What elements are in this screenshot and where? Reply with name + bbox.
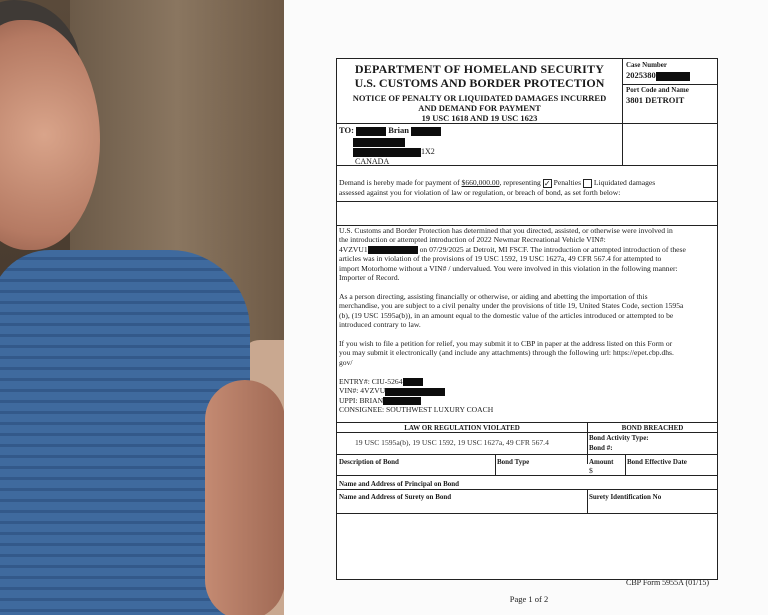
- amount-symbol: $: [589, 466, 593, 475]
- address-line1: [353, 137, 405, 147]
- page-number: Page 1 of 2: [509, 594, 549, 604]
- notice-title-line1: NOTICE OF PENALTY OR LIQUIDATED DAMAGES INCURRED: [352, 93, 607, 103]
- bond-type-label: Bond Type: [497, 458, 530, 466]
- redaction: [411, 127, 441, 136]
- address-line2: 1X2: [353, 147, 435, 157]
- redaction: [356, 127, 386, 136]
- notice-title-line2: AND DEMAND FOR PAYMENT: [418, 103, 541, 113]
- bond-number-label: Bond #:: [589, 444, 613, 452]
- demand-section: Demand is hereby made for payment of $660,000.00, representing ✓ Penalties Liquidated damages assessed against you for violation of law or regulation, or breach of bond, as set forth below:: [339, 178, 656, 197]
- liability-paragraph: As a person directing, assisting financially or otherwise, or aiding and abetting the importation of this merchandise, you are subject to a civil penalty under the provisions of title 19, United States Code, section 1595a (b), (19 USC 1595a(b)), in an amount equal to the domestic value of the articles introduced or attempted to be introduced contrary to law.: [339, 292, 684, 330]
- photo-person-arm: [205, 380, 284, 615]
- amount-label: Amount: [589, 458, 614, 466]
- entry-details: ENTRY#: CIU-5264 VIN#: 4VZVU UPPI: BRIAN CONSIGNEE: SOUTHWEST LUXURY COACH: [339, 377, 494, 415]
- redaction: [656, 72, 690, 81]
- bond-effective-date-label: Bond Effective Date: [627, 458, 687, 466]
- principal-label: Name and Address of Principal on Bond: [339, 480, 460, 488]
- case-number-value: 2025380: [626, 70, 690, 81]
- port-label: Port Code and Name: [626, 86, 689, 94]
- liquidated-checkbox: [583, 179, 592, 188]
- demand-amount: $660,000.00: [461, 178, 500, 187]
- description-of-bond-label: Description of Bond: [339, 458, 399, 466]
- form-identifier: CBP Form 5955A (01/15): [626, 578, 710, 587]
- address-country: CANADA: [355, 157, 390, 166]
- dept-title: DEPARTMENT OF HOMELAND SECURITY: [354, 62, 605, 76]
- petition-paragraph: If you wish to file a petition for relief, you may submit it to CBP in paper at the address listed on this Form or you may submit it electronically (and include any attachments) through the following url: https://epet.cbp.dhs. gov/: [339, 339, 674, 367]
- case-number-label: Case Number: [626, 61, 668, 69]
- port-value: 3801 DETROIT: [626, 95, 685, 105]
- bond-activity-label: Bond Activity Type:: [589, 434, 649, 442]
- bond-header: BOND BREACHED: [621, 424, 684, 432]
- background-photo: [0, 0, 284, 615]
- surety-id-label: Surety Identification No: [589, 493, 662, 501]
- agency-title: U.S. CUSTOMS AND BORDER PROTECTION: [354, 76, 605, 90]
- notice-title-line3: 19 USC 1618 AND 19 USC 1623: [421, 113, 538, 123]
- law-header: LAW OR REGULATION VIOLATED: [404, 424, 520, 432]
- to-label: TO: Brian: [339, 125, 441, 136]
- penalties-checkbox: ✓: [543, 178, 551, 188]
- penalty-notice-form: [336, 58, 718, 580]
- surety-label: Name and Address of Surety on Bond: [339, 493, 452, 501]
- law-value: 19 USC 1595a(b), 19 USC 1592, 19 USC 1627a, 49 CFR 567.4: [355, 438, 549, 447]
- determination-paragraph: U.S. Customs and Border Protection has determined that you directed, assisted, or otherwise were involved in the introduction or attempted introduction of 2022 Newmar Recreational Vehicle VIN#: 4VZVU1 on 07/29/2025 at Detroit, MI FSCF. The introduction or attempted introduction of these articles was in violation of the provisions of 19 USC 1592, 19 USC 1627a, 49 CFR 567.4 for attempted to import Motorhome without a VIN# / undervalued. You were involved in this violation in the following manner: Importer of Record.: [339, 226, 686, 283]
